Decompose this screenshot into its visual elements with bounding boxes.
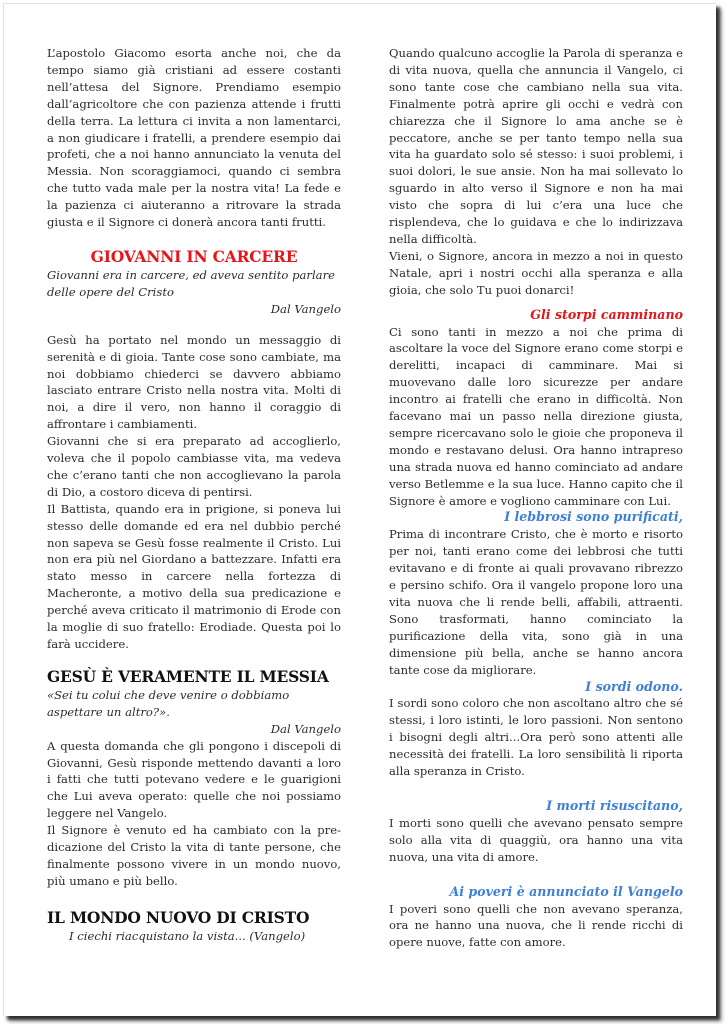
- right-column: [389, 45, 683, 951]
- section-quote: «Sei tu colui che deve venire o dobbiamo aspettare un altro?».: [47, 687, 290, 719]
- subsection-text: I morti sono quelli che avevano pensato sempre solo alla vita di quaggiù, ora hanno una vita nuova, una vita di amore.: [389, 815, 683, 864]
- body-paragraph: Gesù ha portato nel mondo un messaggio di serenità e di gioia. Tante cose sono cambiate, ma noi dobbiamo chiederci se davvero abbiamo lasciato entrare Cristo nella nostra vita. Molti di noi, a dire il vero, non hanno il coraggio di affrontare i cambiamenti.: [47, 332, 341, 432]
- section-title-giovanni-in-carcere: GIOVANNI IN CARCERE: [90, 246, 298, 266]
- body-paragraph: Vieni, o Signore, ancora in mezzo a noi in questo Natale, apri i nostri occhi alla speranza e alla gioia, che solo Tu puoi donarci!: [389, 248, 683, 297]
- section-title-gesu-messia: GESÙ È VERAMENTE IL MESSIA: [47, 666, 329, 686]
- body-paragraph: Giovanni che si era preparato ad accoglierlo, voleva che il popolo cambiasse vita, ma vedeva che c’erano tanti che non accoglievano la parola di Dio, a costoro diceva di pentirsi.: [47, 434, 341, 499]
- body-paragraph: A questa domanda che gli pongono i discepoli di Giovanni, Gesù risponde mettendo davanti a loro i fatti che tutti potevano vedere e le guarigioni che Lui aveva operato: quelle che noi possiamo leggere nel Vangelo.: [47, 738, 341, 821]
- subsection-title-sordi: I sordi odono.: [585, 678, 683, 694]
- body-paragraph: Il Battista, quando era in prigione, si poneva lui stesso delle domande ed era nel dubbio perché non sapeva se Gesù fosse realmente il Cristo. Lui non era più nel Giordano a battezzare. Infatti era stato messo in carcere nella fortezza di Macheronte, a motivo della sua predicazione e perché aveva criticato il matrimonio di Erode con la moglie di suo fratello: Erodiade. Questa poi lo farà uccidere.: [47, 501, 341, 651]
- section-title-mondo-nuovo: IL MONDO NUOVO DI CRISTO: [47, 907, 310, 927]
- body-paragraph: Il Signore è venuto ed ha cambiato con la predicazione del Cristo la vita di tante persone, che finalmente possono vivere in un mondo nuovo, più umano e più bello.: [47, 823, 341, 888]
- section-source: Dal Vangelo: [270, 301, 341, 316]
- subsection-title-storpi: Gli storpi camminano: [530, 306, 683, 322]
- intro-paragraph: L’apostolo Giacomo esorta anche noi, che da tempo siamo già cristiani ad essere costanti nell’attesa del Signore. Prendiamo esempio dall’agricoltore che con pazienza attende i frutti della terra. La lettura ci invita a non lamentarci, a non giudicare i fratelli, a prendere esempio dai profeti, che a noi hanno annunciato la venuta del Messia. Non scoraggiamoci, quando ci sembra che tutto vada male per la nostra vita! La fede e la pazienza ci aiuteranno a ritrovare la strada giusta e il Signore ci donerà ancora tanti frutti.: [47, 46, 341, 230]
- subsection-title-poveri: Ai poveri è annunciato il Vangelo: [449, 883, 683, 899]
- subsection-text: I sordi sono coloro che non ascoltano altro che sé stessi, i loro istinti, le loro passioni. Non sentono i bisogni degli altri...Ora però sono attenti alle necessità dei fratelli. La loro sensibilità li riporta alla speranza in Cristo.: [389, 696, 683, 779]
- subsection-text: I poveri sono quelli che non avevano speranza, ora ne hanno una nuova, che li rende ricchi di opere nuove, fatte con amore.: [389, 901, 683, 950]
- subsection-title-morti: I morti risuscitano,: [546, 797, 683, 813]
- left-column: [47, 45, 341, 945]
- section-subtitle: I ciechi riacquistano la vista... (Vangelo): [69, 928, 306, 943]
- section-quote: Giovanni era in carcere, ed aveva sentito parlare delle opere del Cristo: [47, 267, 335, 299]
- section-source: Dal Vangelo: [270, 721, 341, 736]
- subsection-text: Prima di incontrare Cristo, che è morto e risorto per noi, tanti erano come dei lebbrosi che tutti evitavano e di fronte ai quali provavano ribrezzo e persino schifo. Ora il vangelo propone loro una vita nuova che li rende belli, affabili, attraenti. Sono trasformati, hanno cominciato la purificazione della vita, sono già in una dimensione più bella, anche se hanno ancora tante cose da migliorare.: [389, 527, 683, 677]
- page-sheet: [3, 3, 716, 1016]
- subsection-title-lebbrosi: I lebbrosi sono purificati,: [504, 509, 683, 525]
- body-paragraph: Quando qualcuno accoglie la Parola di speranza e di vita nuova, quella che annuncia il Vangelo, ci sono tante cose che cambiano nella sua vita. Finalmente potrà aprire gli occhi e vedrà con chiarezza che il Signore lo ama anche se è peccatore, anche se per tanto tempo nella sua vita ha guardato solo sé stesso: i suoi problemi, i suoi dolori, le sue ansie. Non ha mai sollevato lo sguardo in alto verso il Signore e non ha mai visto che sopra di lui c’era una luce che risplendeva, che lo guidava e che lo indirizzava nella difficoltà.: [389, 46, 683, 246]
- subsection-text: Ci sono tanti in mezzo a noi che prima di ascoltare la voce del Signore erano come storpi e derelitti, incapaci di camminare. Mai si muovevano dalle loro sicurezze per andare incontro ai fratelli che erano in difficoltà. Non facevano mai un passo nella direzione giusta, sempre ricercavano solo le gioie che proponeva il mondo e restavano delusi. Ora hanno intrapreso una strada nuova ed hanno cominciato ad andare verso Betlemme e la sua luce. Hanno capito che il Signore è amore e vogliono camminare con Lui.: [389, 324, 683, 508]
